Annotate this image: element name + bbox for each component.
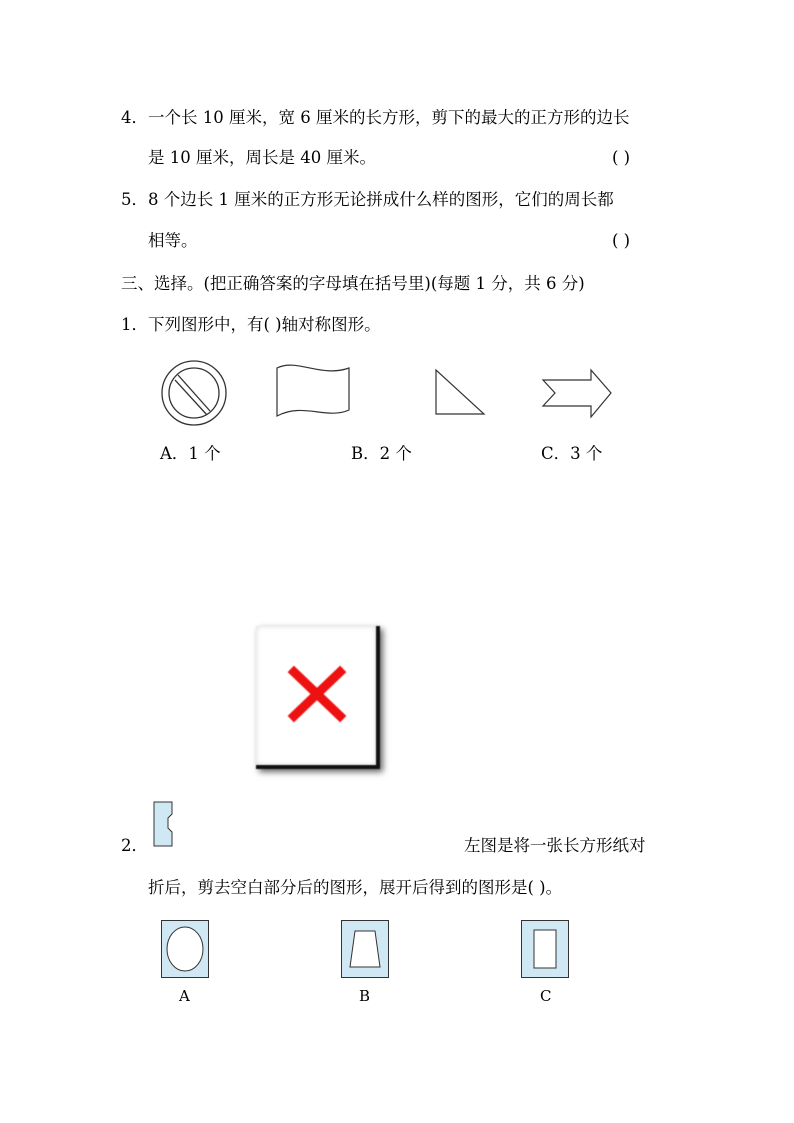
- right-triangle-icon: [434, 368, 486, 416]
- q4-line1: 4．一个长 10 厘米，宽 6 厘米的长方形，剪下的最大的正方形的边长: [121, 108, 630, 127]
- option-c: C．3 个: [541, 444, 603, 463]
- option-c-label: C: [540, 987, 552, 1005]
- option-a-figure: [161, 920, 209, 978]
- q1-text: 1．下列图形中，有( )轴对称图形。: [121, 315, 381, 334]
- arrow-shape-icon: [541, 368, 613, 420]
- folded-paper-figure: [151, 800, 175, 848]
- option-b-figure: [341, 920, 389, 978]
- q4-line2: 是 10 厘米，周长是 40 厘米。: [148, 148, 376, 167]
- q5-line2: 相等。: [148, 231, 198, 250]
- option-b: B．2 个: [351, 444, 412, 463]
- q5-answer-paren: ( ): [612, 231, 631, 250]
- q2-line2: 折后，剪去空白部分后的图形，展开后得到的图形是( )。: [148, 878, 563, 897]
- wavy-flag-icon: [275, 362, 351, 422]
- q5-line1: 5．8 个边长 1 厘米的正方形无论拼成什么样的图形，它们的周长都: [121, 190, 614, 209]
- option-a: A．1 个: [160, 444, 221, 463]
- no-entry-sign-icon: [158, 360, 230, 426]
- q2-line1: 左图是将一张长方形纸对: [464, 836, 646, 855]
- option-a-label: A: [179, 987, 190, 1005]
- option-c-figure: [521, 920, 569, 978]
- q2-number: 2．: [121, 836, 148, 855]
- section-title: 三、选择。(把正确答案的字母填在括号里)(每题 1 分，共 6 分): [121, 274, 585, 293]
- broken-image-placeholder: [256, 626, 380, 769]
- option-b-label: B: [359, 987, 371, 1005]
- q4-answer-paren: ( ): [612, 148, 631, 167]
- broken-image-icon: [286, 664, 348, 724]
